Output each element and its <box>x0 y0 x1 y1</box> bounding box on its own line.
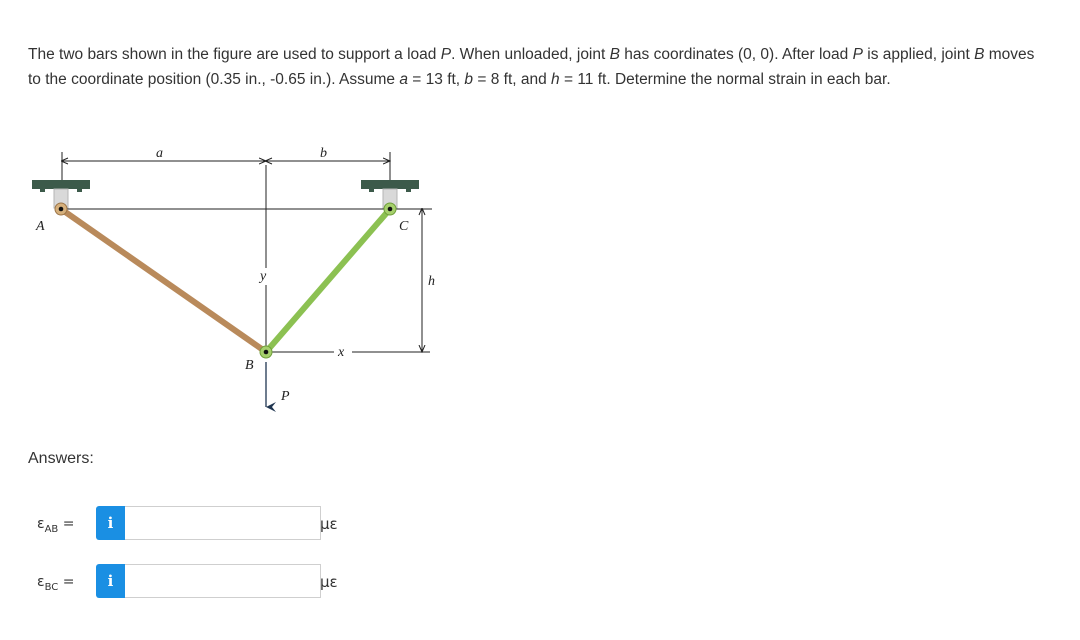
equals-sign: = <box>58 516 75 532</box>
dimension-a <box>62 152 266 195</box>
label-joint-c: C <box>399 219 409 234</box>
problem-text: = 13 ft, <box>407 71 465 88</box>
bar-bc <box>266 209 390 352</box>
strain-subscript: AB <box>44 523 59 535</box>
pin-a-center <box>59 207 64 212</box>
problem-var: B <box>974 46 985 63</box>
problem-text: moves to the coordinate position (0.35 in., -0.65 in.). Assume <box>28 46 1035 88</box>
label-b: b <box>320 146 327 161</box>
problem-text: is applied, joint <box>862 46 975 63</box>
problem-var: h <box>551 71 560 88</box>
problem-var: a <box>399 71 408 88</box>
problem-var: P <box>440 46 452 63</box>
strain-ab-input[interactable] <box>125 506 321 540</box>
problem-text: The two bars shown in the figure are used to support a load <box>28 46 441 63</box>
strain-symbol: ε <box>37 574 45 590</box>
strain-bc-input[interactable] <box>125 564 321 598</box>
problem-var: P <box>852 46 863 63</box>
label-y: y <box>260 269 267 284</box>
strain-ab-label <box>37 516 74 535</box>
equals-sign: = <box>58 574 75 590</box>
pin-b-center <box>264 350 269 355</box>
strain-bc-label <box>37 574 74 593</box>
problem-text: = 8 ft, and <box>473 71 552 88</box>
info-icon[interactable]: i <box>96 506 125 540</box>
problem-text: = 11 ft. Determine the normal strain in each bar. <box>559 71 891 88</box>
unit-label: με <box>320 515 338 533</box>
label-x: x <box>338 345 345 360</box>
label-h: h <box>428 274 435 289</box>
label-a: a <box>156 146 163 161</box>
bar-ab <box>61 209 266 352</box>
answers-title: Answers: <box>28 450 94 467</box>
label-joint-b: B <box>245 358 254 373</box>
strain-symbol: ε <box>37 516 45 532</box>
problem-text: has coordinates (0, 0). After load <box>619 46 853 63</box>
label-joint-a: A <box>36 219 45 234</box>
label-p: P <box>281 389 290 404</box>
problem-var: b <box>464 71 474 88</box>
problem-var: B <box>609 46 620 63</box>
strain-subscript: BC <box>44 581 59 593</box>
unit-label: με <box>320 573 338 591</box>
problem-text: . When unloaded, joint <box>451 46 610 63</box>
info-icon[interactable]: i <box>96 564 125 598</box>
pin-c-center <box>388 207 393 212</box>
